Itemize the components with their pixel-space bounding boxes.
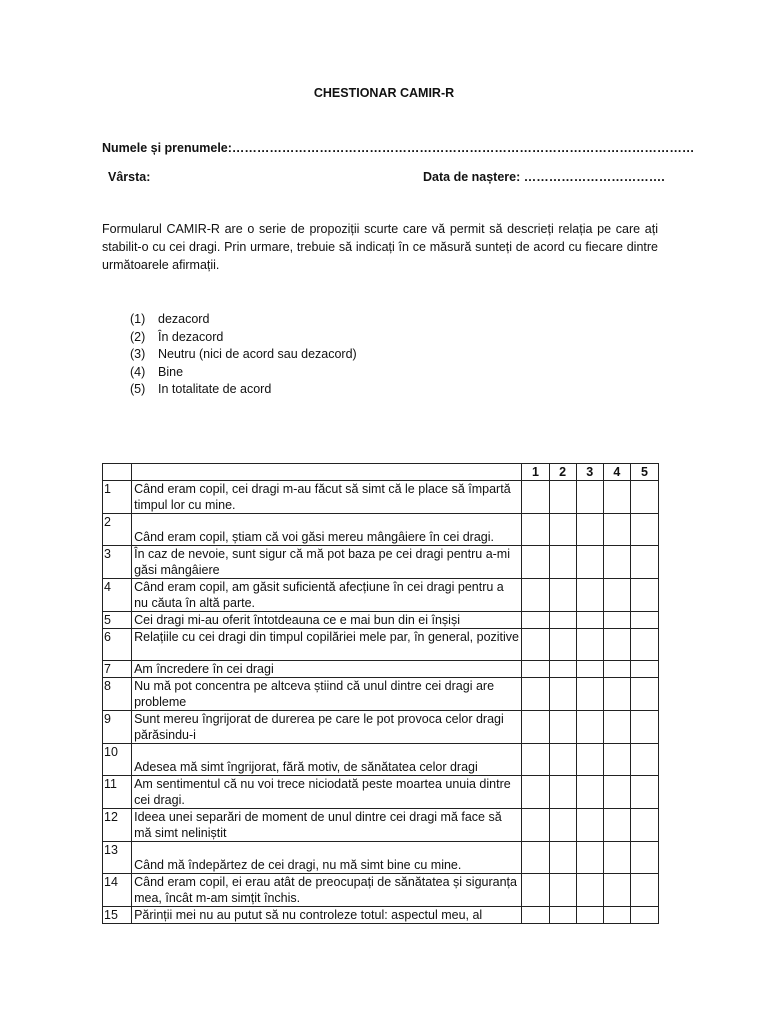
score-cell-3[interactable]	[576, 711, 603, 744]
score-cell-3[interactable]	[576, 907, 603, 924]
score-cell-3[interactable]	[576, 514, 603, 546]
scale-label: dezacord	[158, 312, 210, 326]
score-cell-4[interactable]	[603, 744, 630, 776]
score-cell-4[interactable]	[603, 481, 630, 514]
score-cell-5[interactable]	[630, 514, 658, 546]
row-statement: Am încredere în cei dragi	[132, 661, 522, 678]
header-statement-cell	[132, 464, 522, 481]
table-row	[103, 678, 659, 711]
score-cell-1[interactable]	[522, 661, 549, 678]
row-number: 8	[103, 678, 132, 711]
scale-number: (3)	[130, 347, 146, 361]
document-title: CHESTIONAR CAMIR-R	[313, 86, 455, 100]
row-number: 15	[103, 907, 132, 924]
score-cell-3[interactable]	[576, 579, 603, 612]
table-row	[103, 546, 659, 579]
row-number: 13	[103, 842, 132, 874]
score-cell-5[interactable]	[630, 874, 658, 907]
score-cell-1[interactable]	[522, 678, 549, 711]
score-cell-4[interactable]	[603, 907, 630, 924]
score-cell-2[interactable]	[549, 629, 576, 661]
table-row	[103, 514, 659, 546]
score-cell-4[interactable]	[603, 874, 630, 907]
row-number: 2	[103, 514, 132, 546]
score-cell-1[interactable]	[522, 579, 549, 612]
questionnaire-table	[102, 463, 659, 924]
score-cell-4[interactable]	[603, 546, 630, 579]
table-row	[103, 481, 659, 514]
score-cell-2[interactable]	[549, 514, 576, 546]
score-cell-2[interactable]	[549, 579, 576, 612]
score-cell-5[interactable]	[630, 809, 658, 842]
row-number: 9	[103, 711, 132, 744]
row-statement: Sunt mereu îngrijorat de durerea pe care le pot provoca celor dragi părăsindu-i	[132, 711, 522, 744]
score-cell-4[interactable]	[603, 809, 630, 842]
row-number: 1	[103, 481, 132, 514]
score-cell-3[interactable]	[576, 661, 603, 678]
score-cell-3[interactable]	[576, 629, 603, 661]
score-cell-2[interactable]	[549, 874, 576, 907]
score-cell-4[interactable]	[603, 661, 630, 678]
scale-item	[130, 346, 357, 364]
row-statement: Relațiile cu cei dragi din timpul copilăriei mele par, în general, pozitive	[132, 629, 522, 661]
score-cell-2[interactable]	[549, 612, 576, 629]
score-cell-3[interactable]	[576, 776, 603, 809]
score-cell-3[interactable]	[576, 481, 603, 514]
score-cell-2[interactable]	[549, 842, 576, 874]
score-cell-5[interactable]	[630, 678, 658, 711]
score-cell-5[interactable]	[630, 842, 658, 874]
score-cell-2[interactable]	[549, 678, 576, 711]
row-number: 11	[103, 776, 132, 809]
row-number: 7	[103, 661, 132, 678]
score-cell-3[interactable]	[576, 744, 603, 776]
score-cell-1[interactable]	[522, 612, 549, 629]
scale-label: Bine	[158, 364, 184, 379]
header-score-2: 2	[549, 464, 576, 481]
score-cell-2[interactable]	[549, 744, 576, 776]
score-cell-2[interactable]	[549, 481, 576, 514]
score-cell-5[interactable]	[630, 481, 658, 514]
score-cell-1[interactable]	[522, 514, 549, 546]
score-cell-3[interactable]	[576, 678, 603, 711]
table-header-row	[103, 464, 659, 481]
row-statement: Când eram copil, ei erau atât de preocupați de sănătatea și siguranța mea, încât m-am simțit închis.	[132, 874, 522, 907]
table-row	[103, 874, 659, 907]
score-cell-2[interactable]	[549, 711, 576, 744]
header-score-1: 1	[522, 464, 549, 481]
score-cell-2[interactable]	[549, 809, 576, 842]
table-row	[103, 612, 659, 629]
table-row	[103, 907, 659, 924]
birthdate-field-label: Data de naștere: …………………………….	[423, 170, 665, 184]
scale-item	[130, 364, 357, 382]
score-cell-1[interactable]	[522, 481, 549, 514]
score-cell-5[interactable]	[630, 907, 658, 924]
score-cell-3[interactable]	[576, 612, 603, 629]
score-cell-5[interactable]	[630, 629, 658, 661]
row-statement: În caz de nevoie, sunt sigur că mă pot baza pe cei dragi pentru a-mi găsi mângâiere	[132, 546, 522, 579]
row-statement: Când mă îndepărtez de cei dragi, nu mă simt bine cu mine.	[132, 842, 522, 874]
header-score-4: 4	[603, 464, 630, 481]
scale-item	[130, 329, 357, 347]
score-cell-4[interactable]	[603, 629, 630, 661]
row-number: 6	[103, 629, 132, 661]
score-cell-5[interactable]	[630, 776, 658, 809]
row-number: 14	[103, 874, 132, 907]
row-statement: Nu mă pot concentra pe altceva știind că unul dintre cei dragi are probleme	[132, 678, 522, 711]
scale-number: (4)	[130, 364, 146, 379]
row-statement: Adesea mă simt îngrijorat, fără motiv, de sănătatea celor dragi	[132, 744, 522, 776]
scale-number: (1)	[130, 312, 146, 326]
row-statement: Când eram copil, am găsit suficientă afecțiune în cei dragi pentru a nu căuta în altă parte.	[132, 579, 522, 612]
scale-label: Neutru (nici de acord sau dezacord)	[158, 347, 357, 361]
scale-number: (2)	[130, 329, 146, 344]
score-cell-3[interactable]	[576, 842, 603, 874]
table-row	[103, 809, 659, 842]
row-statement: Cei dragi mi-au oferit întotdeauna ce e mai bun din ei înșiși	[132, 612, 522, 629]
header-number-cell	[103, 464, 132, 481]
row-number: 3	[103, 546, 132, 579]
row-statement: Am sentimentul că nu voi trece niciodată peste moartea unuia dintre cei dragi.	[132, 776, 522, 809]
row-number: 4	[103, 579, 132, 612]
row-number: 10	[103, 744, 132, 776]
score-cell-1[interactable]	[522, 546, 549, 579]
row-statement: Când eram copil, știam că voi găsi mereu mângâiere în cei dragi.	[132, 514, 522, 546]
score-cell-5[interactable]	[630, 661, 658, 678]
score-cell-3[interactable]	[576, 546, 603, 579]
row-number: 12	[103, 809, 132, 842]
score-cell-3[interactable]	[576, 874, 603, 907]
score-cell-4[interactable]	[603, 678, 630, 711]
score-cell-2[interactable]	[549, 907, 576, 924]
scale-item	[130, 381, 357, 399]
header-score-3: 3	[576, 464, 603, 481]
score-cell-1[interactable]	[522, 711, 549, 744]
score-cell-5[interactable]	[630, 579, 658, 612]
score-cell-1[interactable]	[522, 809, 549, 842]
score-cell-2[interactable]	[549, 546, 576, 579]
score-cell-4[interactable]	[603, 579, 630, 612]
score-cell-4[interactable]	[603, 711, 630, 744]
row-number: 5	[103, 612, 132, 629]
score-cell-5[interactable]	[630, 711, 658, 744]
rating-scale-list	[130, 311, 357, 399]
header-score-5: 5	[630, 464, 658, 481]
table-row	[103, 661, 659, 678]
score-cell-1[interactable]	[522, 874, 549, 907]
table-body	[103, 481, 659, 924]
intro-paragraph: Formularul CAMIR-R are o serie de propoziții scurte care vă permit să descrieți relația pe care ați stabilit-o cu cei dragi. Prin urmare, trebuie să indicați în ce măsură sunteți de acord cu fiecare dintre următoarele afirmații.	[102, 222, 658, 272]
table-row	[103, 744, 659, 776]
row-statement: Când eram copil, cei dragi m-au făcut să simt că le place să împartă timpul lor cu mine.	[132, 481, 522, 514]
score-cell-3[interactable]	[576, 809, 603, 842]
row-statement: Ideea unei separări de moment de unul dintre cei dragi mă face să mă simt neliniștit	[132, 809, 522, 842]
row-statement: Părinții mei nu au putut să nu controleze totul: aspectul meu, al	[132, 907, 522, 924]
score-cell-1[interactable]	[522, 776, 549, 809]
score-cell-1[interactable]	[522, 744, 549, 776]
table-row	[103, 629, 659, 661]
scale-label: In totalitate de acord	[158, 382, 272, 396]
table-row	[103, 842, 659, 874]
table-row	[103, 579, 659, 612]
score-cell-5[interactable]	[630, 744, 658, 776]
score-cell-4[interactable]	[603, 842, 630, 874]
score-cell-2[interactable]	[549, 661, 576, 678]
score-cell-1[interactable]	[522, 907, 549, 924]
score-cell-5[interactable]	[630, 612, 658, 629]
name-field-label: Numele și prenumele:…………………………………………………………………………………………………	[102, 141, 695, 155]
scale-label: În dezacord	[158, 329, 224, 344]
scale-item	[130, 311, 357, 329]
score-cell-4[interactable]	[603, 514, 630, 546]
score-cell-2[interactable]	[549, 776, 576, 809]
score-cell-1[interactable]	[522, 842, 549, 874]
score-cell-5[interactable]	[630, 546, 658, 579]
score-cell-4[interactable]	[603, 776, 630, 809]
scale-number: (5)	[130, 382, 146, 396]
score-cell-1[interactable]	[522, 629, 549, 661]
table-row	[103, 776, 659, 809]
age-field-label: Vârsta:	[108, 170, 151, 184]
table-row	[103, 711, 659, 744]
score-cell-4[interactable]	[603, 612, 630, 629]
